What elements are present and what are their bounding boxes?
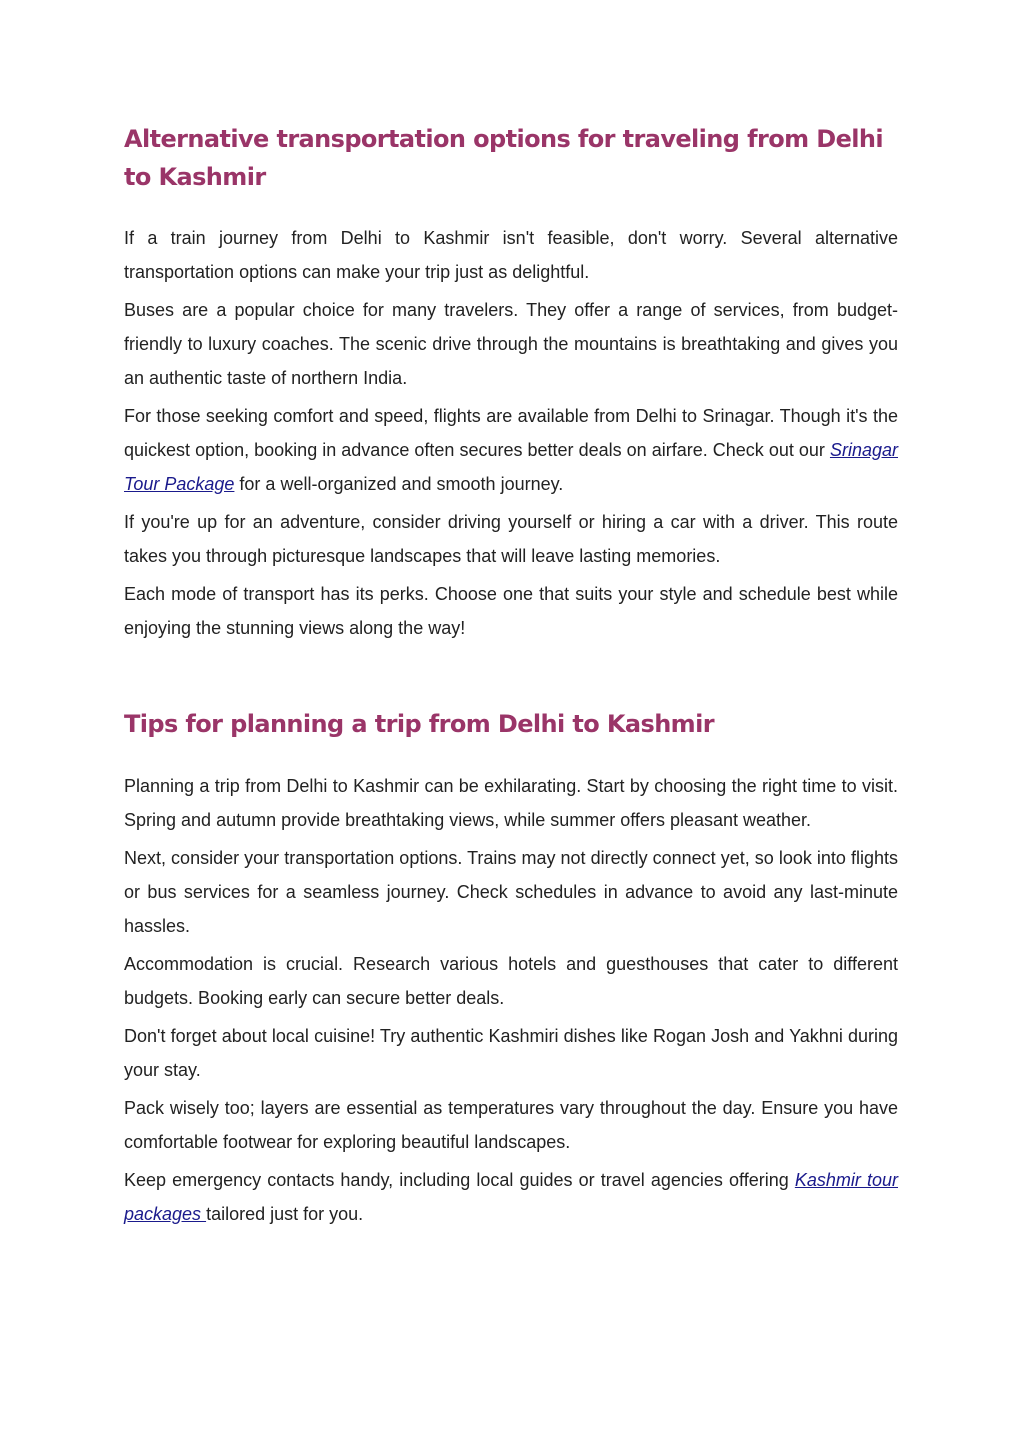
paragraph: Pack wisely too; layers are essential as temperatures vary throughout the day. Ensure you have comfortable footwear for exploring beautiful landscapes. bbox=[124, 1098, 898, 1152]
paragraph: Accommodation is crucial. Research various hotels and guesthouses that cater to different budgets. Booking early can secure better deals. bbox=[124, 954, 898, 1008]
paragraph: Don't forget about local cuisine! Try authentic Kashmiri dishes like Rogan Josh and Yakhni during your stay. bbox=[124, 1026, 898, 1080]
srinagar-tour-package-link[interactable]: Srinagar Tour Package bbox=[124, 440, 898, 494]
paragraph: Buses are a popular choice for many travelers. They offer a range of services, from budget-friendly to luxury coaches. The scenic drive through the mountains is breathtaking and gives you an authentic taste of northern India. bbox=[124, 300, 898, 388]
paragraph-with-link bbox=[124, 399, 898, 501]
section-heading-transport: Alternative transportation options for traveling from Delhi to Kashmir bbox=[124, 125, 883, 191]
paragraph: Next, consider your transportation options. Trains may not directly connect yet, so look into flights or bus services for a seamless journey. Check schedules in advance to avoid any last-minute hassles. bbox=[124, 848, 898, 936]
paragraph-text: For those seeking comfort and speed, flights are available from Delhi to Srinagar. Though it's the quickest option, booking in advance often secures better deals on airfare. Check out our bbox=[124, 406, 898, 460]
section-transport-body bbox=[124, 221, 898, 649]
paragraph-with-link bbox=[124, 1163, 898, 1231]
paragraph-text: tailored just for you. bbox=[206, 1204, 364, 1224]
paragraph-text: Keep emergency contacts handy, including local guides or travel agencies offering bbox=[124, 1170, 795, 1190]
paragraph: Each mode of transport has its perks. Choose one that suits your style and schedule best while enjoying the stunning views along the way! bbox=[124, 584, 898, 638]
paragraph: Planning a trip from Delhi to Kashmir can be exhilarating. Start by choosing the right time to visit. Spring and autumn provide breathtaking views, while summer offers pleasant weather. bbox=[124, 776, 898, 830]
section-tips-body bbox=[124, 769, 898, 1235]
section-heading-tips: Tips for planning a trip from Delhi to Kashmir bbox=[124, 710, 714, 738]
paragraph: If you're up for an adventure, consider driving yourself or hiring a car with a driver. This route takes you through picturesque landscapes that will leave lasting memories. bbox=[124, 512, 898, 566]
paragraph-text: for a well-organized and smooth journey. bbox=[234, 474, 564, 494]
kashmir-tour-packages-link[interactable]: Kashmir tour packages bbox=[124, 1170, 898, 1224]
paragraph: If a train journey from Delhi to Kashmir isn't feasible, don't worry. Several alternative transportation options can make your trip just as delightful. bbox=[124, 228, 898, 282]
